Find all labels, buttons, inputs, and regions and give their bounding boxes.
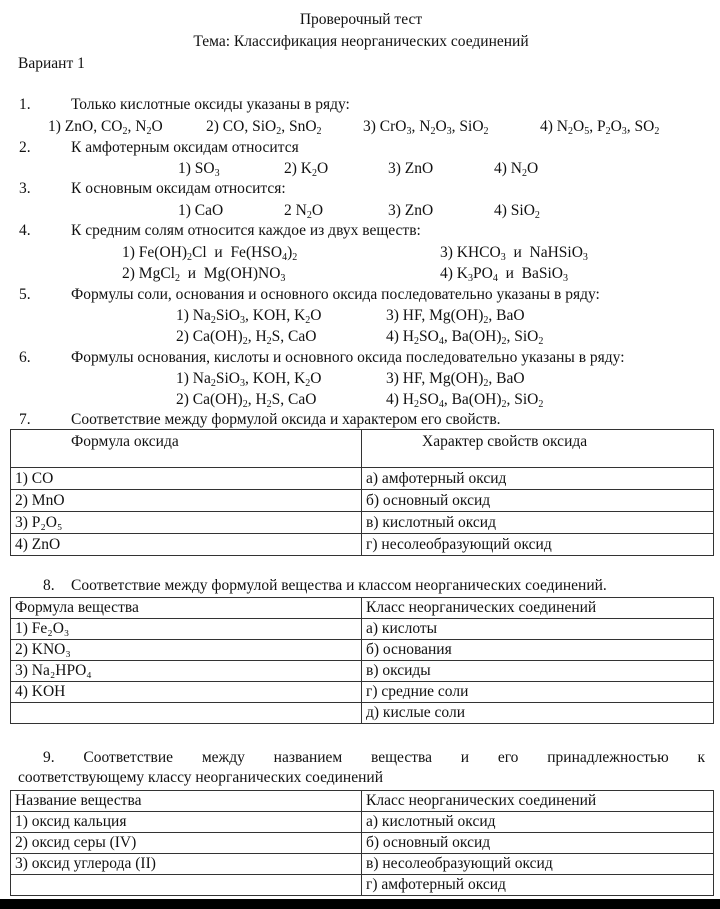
- q6-option-3: 3) HF, $Mg(OH)_2$, BaO: [386, 370, 525, 389]
- q8-row-right: б) основания: [362, 640, 714, 661]
- q7-row-left: 1) CO: [11, 468, 362, 490]
- q8-head-right: Класс неорганических соединений: [362, 598, 714, 619]
- q4-option-3: 3) $KHCO_3$ и NaHSiO$_3$: [440, 244, 588, 263]
- q1-number: 1.: [19, 96, 31, 113]
- q4-option-1: 1) $Fe(OH)_2Cl$ и $Fe(HSO_4)_2$: [122, 244, 298, 263]
- q9-row-left: 3) оксид углерода (II): [11, 854, 362, 875]
- q5-option-4: 4) $H_2SO_4$, $Ba(OH)_2$, SiO$_2$: [386, 328, 544, 347]
- q8-table: [10, 597, 714, 724]
- q8-head-left: Формула вещества: [11, 598, 362, 619]
- q9-table: [10, 790, 714, 896]
- q3-option-3: 3) ZnO: [388, 202, 434, 219]
- q8-row-left: 1) Fe₂O₃: [11, 619, 362, 640]
- q6-number: 6.: [19, 349, 31, 366]
- q6-option-1: 1) $Na_2SiO_3$, KOH, $K_2O$: [176, 370, 322, 389]
- bottom-border: [0, 899, 720, 909]
- q2-option-4: 4) $N_2O$: [494, 160, 539, 179]
- q8-row-left: 2) KNO₃: [11, 640, 362, 661]
- q5-text: Формулы соли, основания и основного оксида последовательно указаны в ряду:: [71, 286, 600, 303]
- q6-text: Формулы основания, кислоты и основного оксида последовательно указаны в ряду:: [71, 349, 625, 366]
- q9-text-line2: соответствующему классу неорганических соединений: [18, 769, 383, 786]
- q1-options: 1) ZnO, $CO_2$, $N_2O$: [48, 118, 163, 137]
- q9-head-left: Название вещества: [11, 791, 362, 812]
- q8-row-right: а) кислоты: [362, 619, 714, 640]
- q7-row-left: 2) MnO: [11, 490, 362, 512]
- q6-option-4: 4) $H_2SO_4$, $Ba(OH)_2$, SiO$_2$: [386, 391, 544, 410]
- q9-row-left: 1) оксид кальция: [11, 812, 362, 833]
- q1-option-3: 3) CrO$_3$, $N_2O_3$, SiO$_2$: [363, 118, 489, 137]
- q8-row-right: в) оксиды: [362, 661, 714, 682]
- q6-option-2: 2) $Ca(OH)_2$, $H_2S$, CaO: [176, 391, 317, 410]
- q9-row-left: 2) оксид серы (IV): [11, 833, 362, 854]
- q8-row-right: д) кислые соли: [362, 703, 714, 724]
- q8-number: 8.: [43, 577, 55, 594]
- q3-option-2: 2 $N_2O$: [284, 202, 324, 221]
- q5-option-2: 2) $Ca(OH)_2$, $H_2S$, CaO: [176, 328, 317, 347]
- q8-row-left: [11, 703, 362, 724]
- q8-row-right: г) средние соли: [362, 682, 714, 703]
- q2-text: К амфотерным оксидам относится: [71, 139, 299, 156]
- test-title: Проверочный тест: [299, 11, 423, 28]
- q7-head-left: Формула оксида: [11, 430, 362, 468]
- q9-row-left: [11, 875, 362, 896]
- q7-head-right: Характер свойств оксида: [362, 430, 714, 468]
- q7-row-right: в) кислотный оксид: [362, 512, 714, 534]
- test-topic: Тема: Классификация неорганических соединений: [193, 33, 529, 50]
- q3-option-4: 4) SiO$_2$: [494, 202, 540, 221]
- q4-text: К средним солям относится каждое из двух веществ:: [71, 222, 421, 239]
- q1-text: Только кислотные оксиды указаны в ряду:: [71, 96, 350, 113]
- q8-text: Соответствие между формулой вещества и классом неорганических соединений.: [71, 577, 607, 594]
- q7-text: Соответствие между формулой оксида и характером его свойств.: [71, 411, 501, 428]
- q5-option-1: 1) $Na_2SiO_3$, KOH, $K_2O$: [176, 307, 322, 326]
- q2-option-2: 2) $K_2O$: [284, 160, 329, 179]
- q7-row-left: 3) P₂O₅: [11, 512, 362, 534]
- q7-row-left: 4) ZnO: [11, 534, 362, 556]
- variant-label: Вариант 1: [18, 55, 85, 72]
- q7-table: [10, 429, 714, 556]
- q5-number: 5.: [19, 286, 31, 303]
- q9-text-line1: 9. Соответствие между названием вещества и его принадлежностью к: [43, 749, 705, 766]
- q2-number: 2.: [19, 139, 31, 156]
- q9-row-right: а) кислотный оксид: [362, 812, 714, 833]
- q3-option-1: 1) CaO: [178, 202, 224, 219]
- q9-row-right: в) несолеобразующий оксид: [362, 854, 714, 875]
- q4-option-4: 4) $K_3PO_4$ и BaSiO$_3$: [440, 265, 568, 284]
- q1-option-2: 2) CO, SiO$_2$, SnO$_2$: [206, 118, 322, 137]
- q5-option-3: 3) HF, $Mg(OH)_2$, BaO: [386, 307, 525, 326]
- q8-row-left: 3) Na₂HPO₄: [11, 661, 362, 682]
- q1-option-4: 4) $N_2O_5$, $P_2O_3$, $SO_2$: [540, 118, 660, 137]
- q8-row-left: 4) KOH: [11, 682, 362, 703]
- q7-number: 7.: [19, 411, 31, 428]
- q3-number: 3.: [19, 180, 31, 197]
- q2-option-1: 1) $SO_3$: [178, 160, 220, 179]
- q7-row-right: г) несолеобразующий оксид: [362, 534, 714, 556]
- q4-option-2: 2) MgCl$_2$ и $Mg(OH)NO_3$: [122, 265, 286, 284]
- q9-head-right: Класс неорганических соединений: [362, 791, 714, 812]
- q4-number: 4.: [19, 222, 31, 239]
- q2-option-3: 3) ZnO: [388, 160, 434, 177]
- q7-row-right: а) амфотерный оксид: [362, 468, 714, 490]
- q9-row-right: б) основный оксид: [362, 833, 714, 854]
- q3-text: К основным оксидам относится:: [71, 180, 286, 197]
- q9-row-right: г) амфотерный оксид: [362, 875, 714, 896]
- q7-row-right: б) основный оксид: [362, 490, 714, 512]
